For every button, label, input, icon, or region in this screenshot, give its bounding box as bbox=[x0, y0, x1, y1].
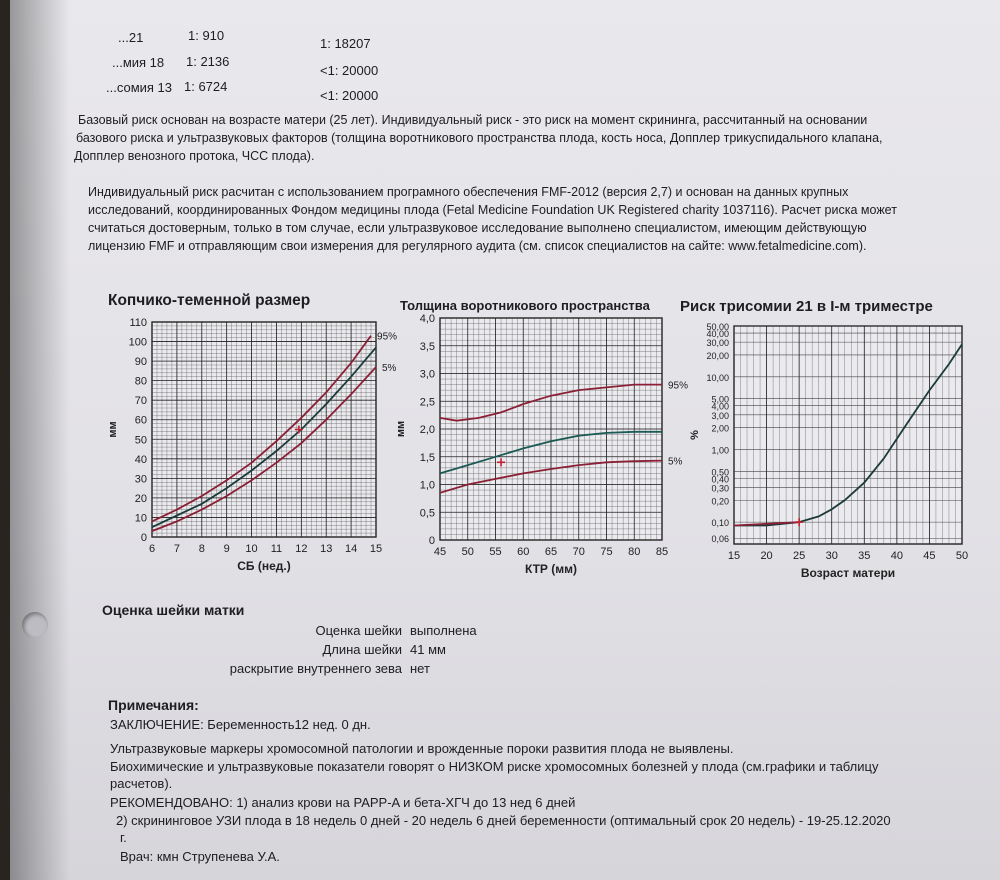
notes-line: РЕКОМЕНДОВАНО: 1) анализ крови на PAPP-A и бета-ХГЧ до 13 нед 6 дней bbox=[110, 795, 576, 810]
y-axis-label: % bbox=[689, 430, 701, 440]
paragraph-line: базового риска и ультразвуковых факторов (толщина воротникового пространства плода, кость носа, Допплер трикуспидального клапана, bbox=[76, 131, 883, 145]
x-tick-label: 60 bbox=[517, 546, 530, 558]
chart-title-nt: Толщина воротникового пространства bbox=[400, 298, 650, 313]
cervix-label: Длина шейки bbox=[322, 642, 402, 657]
x-tick-label: 75 bbox=[600, 546, 613, 558]
y-tick-label: 0 bbox=[428, 535, 435, 547]
paragraph-line: исследований, координированных Фондом медицины плода (Fetal Medicine Foundation UK Registered charity 1037116). Расчет риска может bbox=[88, 203, 897, 217]
notes-line: Биохимические и ультразвуковые показатели говорят о НИЗКОМ риске хромосомных болезней у плода (см.графики и таблицу bbox=[110, 759, 879, 774]
notes-line: г. bbox=[120, 830, 127, 845]
series-label: 5% bbox=[382, 362, 397, 374]
y-tick-label: 3,5 bbox=[419, 340, 435, 353]
page-shadow bbox=[10, 0, 70, 880]
y-tick-label: 50,00 bbox=[706, 322, 729, 332]
x-tick-label: 80 bbox=[628, 546, 641, 558]
y-tick-label: 2,00 bbox=[711, 423, 729, 434]
x-axis-label: КТР (мм) bbox=[524, 562, 578, 576]
y-tick-label: 1,00 bbox=[711, 445, 729, 456]
x-tick-label: 70 bbox=[572, 546, 585, 558]
y-tick-label: 0,30 bbox=[711, 483, 729, 494]
y-tick-label: 0,5 bbox=[419, 507, 435, 520]
x-tick-label: 35 bbox=[858, 550, 871, 562]
risk-value-a: 1: 6724 bbox=[184, 79, 228, 94]
cervix-label: Оценка шейки bbox=[315, 623, 402, 638]
y-tick-label: 0,40 bbox=[711, 474, 729, 485]
x-tick-label: 13 bbox=[320, 543, 333, 555]
y-tick-label: 70 bbox=[134, 395, 147, 408]
y-tick-label: 30 bbox=[134, 473, 147, 486]
y-tick-label: 40 bbox=[134, 453, 147, 466]
x-tick-label: 65 bbox=[544, 546, 558, 558]
notes-line: Врач: кмн Струпенева У.А. bbox=[120, 849, 280, 864]
y-tick-label: 10,00 bbox=[706, 372, 729, 383]
x-tick-label: 14 bbox=[344, 543, 358, 555]
series-label: 95% bbox=[668, 380, 689, 392]
report-page bbox=[10, 0, 1000, 880]
series-label: 95% bbox=[377, 331, 398, 343]
x-axis-label: Возраст матери bbox=[800, 566, 896, 580]
binder-hole bbox=[22, 612, 48, 638]
cervix-value: выполнена bbox=[410, 623, 477, 638]
y-tick-label: 20 bbox=[134, 492, 147, 505]
paragraph-line: считаться достоверным, только в том случае, если ультразвуковое исследование выполнено специалистом, имеющим действующую bbox=[88, 221, 867, 235]
notes-line: 2) скрининговое УЗИ плода в 18 недель 0 дней - 20 недель 6 дней беременности (оптимальный срок 20 недель) - 19-25.12.2020 bbox=[116, 813, 891, 828]
x-tick-label: 7 bbox=[173, 543, 180, 555]
y-tick-label: 50 bbox=[134, 434, 147, 447]
x-axis-label: СБ (нед.) bbox=[237, 559, 291, 573]
notes-line: Ультразвуковые маркеры хромосомной патологии и врожденные пороки развития плода не выявлены. bbox=[110, 741, 734, 756]
y-tick-label: 110 bbox=[129, 317, 147, 329]
risk-value-a: 1: 2136 bbox=[186, 54, 230, 69]
risk-name: ...21 bbox=[118, 30, 144, 45]
y-tick-label: 90 bbox=[134, 356, 147, 369]
y-tick-label: 30,00 bbox=[706, 338, 729, 349]
y-tick-label: 3,0 bbox=[419, 368, 435, 381]
y-axis-label: мм bbox=[395, 420, 407, 438]
cervix-label: раскрытие внутреннего зева bbox=[229, 661, 402, 676]
x-tick-label: 11 bbox=[270, 543, 283, 555]
y-tick-label: 2,5 bbox=[419, 396, 435, 409]
paragraph-line: Индивидуальный риск расчитан с использованием програмного обеспечения FMF-2012 (версия 2,7) и основан на данных крупных bbox=[88, 185, 849, 199]
notes-title: Примечания: bbox=[108, 697, 199, 713]
risk-name: ...сомия 13 bbox=[106, 80, 173, 95]
x-tick-label: 12 bbox=[295, 543, 308, 555]
x-tick-label: 40 bbox=[890, 550, 903, 562]
y-tick-label: 10 bbox=[134, 512, 147, 525]
x-tick-label: 9 bbox=[223, 543, 230, 555]
y-tick-label: 1,0 bbox=[419, 479, 435, 492]
x-tick-label: 15 bbox=[369, 543, 383, 555]
x-tick-label: 45 bbox=[433, 546, 447, 558]
y-tick-label: 5,00 bbox=[711, 394, 729, 405]
notes-line: ЗАКЛЮЧЕНИЕ: Беременность12 нед. 0 дн. bbox=[110, 717, 371, 732]
x-tick-label: 10 bbox=[245, 543, 258, 555]
cervix-value: 41 мм bbox=[410, 642, 446, 657]
y-tick-label: 80 bbox=[134, 375, 147, 388]
series-label: 5% bbox=[668, 456, 683, 468]
x-tick-label: 25 bbox=[793, 550, 806, 562]
y-tick-label: 0,06 bbox=[711, 534, 729, 545]
x-tick-label: 20 bbox=[760, 550, 773, 562]
x-tick-label: 30 bbox=[825, 550, 838, 562]
x-tick-label: 6 bbox=[148, 543, 156, 555]
x-tick-label: 50 bbox=[955, 550, 969, 562]
plot-area bbox=[734, 326, 962, 544]
t21-risk-chart bbox=[672, 318, 982, 588]
x-tick-label: 15 bbox=[727, 550, 741, 562]
paragraph-line: лицензию FMF и отправляющим свои измерения для регулярного аудита (см. список специалистов на сайте: www.fetalmedicine.com). bbox=[88, 239, 867, 253]
x-tick-label: 55 bbox=[489, 546, 502, 558]
x-tick-label: 85 bbox=[655, 546, 669, 558]
y-tick-label: 1,5 bbox=[419, 451, 435, 464]
risk-value-b: <1: 20000 bbox=[320, 88, 379, 103]
y-tick-label: 20,00 bbox=[706, 350, 729, 361]
y-tick-label: 3,00 bbox=[711, 410, 729, 421]
y-axis-label: мм bbox=[107, 421, 119, 438]
y-tick-label: 0,20 bbox=[711, 496, 729, 507]
chart-title-crl: Копчико-теменной размер bbox=[108, 292, 311, 309]
nt-chart bbox=[390, 310, 710, 585]
y-tick-label: 100 bbox=[128, 336, 147, 349]
notes-line: расчетов). bbox=[110, 776, 173, 791]
risk-value-a: 1: 910 bbox=[188, 28, 225, 43]
crl-chart bbox=[90, 310, 400, 585]
y-tick-label: 0,10 bbox=[711, 518, 729, 529]
risk-value-b: 1: 18207 bbox=[320, 36, 371, 51]
risk-name: ...мия 18 bbox=[112, 55, 165, 70]
y-tick-label: 2,0 bbox=[419, 424, 435, 436]
x-tick-label: 8 bbox=[198, 543, 205, 555]
risk-value-b: <1: 20000 bbox=[320, 63, 379, 78]
x-tick-label: 50 bbox=[461, 546, 474, 558]
y-tick-label: 40,00 bbox=[706, 329, 729, 340]
y-tick-label: 4,00 bbox=[711, 401, 729, 412]
chart-title-t21: Риск трисомии 21 в I-м триместре bbox=[680, 298, 933, 315]
paragraph-line: Допплер венозного протока, ЧСС плода). bbox=[74, 149, 315, 163]
x-tick-label: 45 bbox=[923, 550, 936, 562]
y-tick-label: 60 bbox=[134, 414, 147, 427]
paragraph-line: Базовый риск основан на возрасте матери (25 лет). Индивидуальный риск - это риск на момент скрининга, рассчитанный на основании bbox=[78, 113, 868, 127]
y-tick-label: 0,50 bbox=[711, 467, 729, 478]
cervix-value: нет bbox=[410, 661, 430, 676]
y-tick-label: 0 bbox=[140, 532, 147, 544]
y-tick-label: 4,0 bbox=[419, 313, 435, 325]
cervix-title: Оценка шейки матки bbox=[102, 602, 245, 618]
